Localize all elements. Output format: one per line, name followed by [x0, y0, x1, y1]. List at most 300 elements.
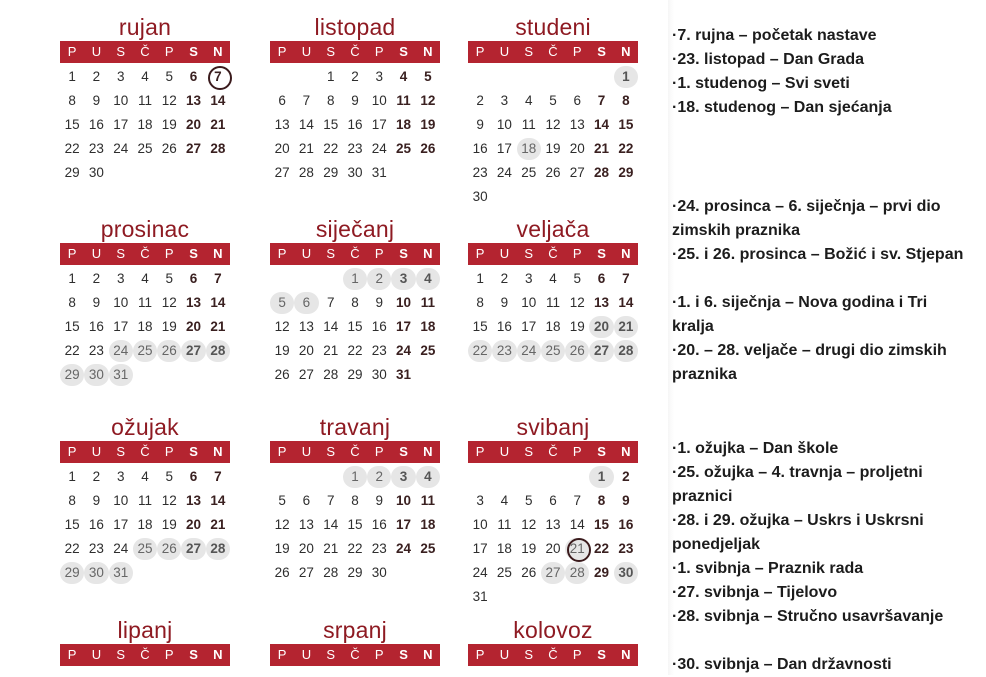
day-cell	[181, 364, 205, 386]
day-cell	[133, 162, 157, 184]
weekday-header	[468, 243, 638, 265]
day-cell	[589, 66, 613, 88]
day-cell: 23	[371, 343, 387, 358]
day-cell: 5	[165, 469, 174, 484]
day-cell: 11	[420, 493, 435, 508]
weekday-label: Č	[350, 246, 360, 261]
day-cell: 26	[157, 340, 181, 362]
day-cell: 9	[92, 493, 101, 508]
weekday-label: U	[91, 44, 102, 59]
weekday-label: N	[213, 44, 223, 59]
day-cell: 22	[64, 343, 80, 358]
day-cell: 12	[161, 295, 177, 310]
day-cell	[294, 466, 318, 488]
day-cell: 23	[472, 165, 488, 180]
weekday-header	[270, 644, 440, 666]
day-cell: 13	[298, 319, 314, 334]
weekday-label: P	[67, 444, 77, 459]
day-cell	[589, 186, 613, 208]
day-cell: 3	[116, 469, 125, 484]
weekday-label: S	[116, 246, 126, 261]
day-cell: 26	[274, 367, 290, 382]
event-note: ·20. – 28. veljače – drugi dio zimskih praznika	[672, 342, 947, 383]
day-cell: 22	[64, 541, 80, 556]
day-cell: 12	[420, 93, 436, 108]
day-cell	[541, 186, 565, 208]
day-cell: 21	[210, 117, 226, 132]
weekday-label: N	[213, 647, 223, 662]
week-row	[270, 538, 440, 560]
weekday-label: N	[423, 647, 433, 662]
weekday-label: U	[301, 44, 312, 59]
day-cell: 26	[157, 538, 181, 560]
day-cell: 5	[278, 493, 286, 508]
day-cell: 30	[84, 562, 108, 584]
week-row	[468, 586, 638, 608]
day-cell: 11	[545, 295, 560, 310]
week-row	[60, 364, 230, 386]
weekday-label: Č	[140, 246, 150, 261]
day-cell	[565, 186, 589, 208]
weekday-label: P	[164, 444, 174, 459]
day-cell	[109, 162, 133, 184]
day-cell	[206, 162, 230, 184]
day-cell: 6	[549, 493, 557, 508]
day-cell: 23	[88, 541, 104, 556]
day-cell: 10	[521, 295, 537, 310]
day-cell: 9	[476, 117, 484, 132]
weekday-label: S	[399, 647, 408, 662]
day-cell	[565, 586, 589, 608]
week-row	[270, 514, 440, 536]
month-title: studeni	[515, 14, 591, 40]
weekday-label: N	[213, 246, 223, 261]
day-cell: 12	[274, 319, 290, 334]
day-cell: 4	[524, 93, 533, 108]
weekday-label: P	[374, 246, 384, 261]
day-cell: 10	[371, 93, 387, 108]
day-cell: 31	[109, 562, 133, 584]
day-cell: 2	[92, 469, 101, 484]
day-cell: 7	[214, 271, 222, 286]
day-cell: 17	[113, 517, 129, 532]
weekday-header	[468, 644, 638, 666]
day-cell: 19	[161, 517, 177, 532]
day-cell: 30	[472, 189, 488, 204]
day-cell: 28	[594, 165, 610, 180]
day-cell	[492, 586, 516, 608]
day-cell	[181, 162, 205, 184]
day-cell: 7	[326, 295, 335, 310]
day-cell: 24	[371, 141, 387, 156]
day-cell: 6	[597, 271, 606, 286]
day-cell: 11	[137, 295, 152, 310]
day-cell: 14	[594, 117, 610, 132]
day-cell: 19	[545, 141, 561, 156]
week-row	[270, 292, 440, 314]
day-cell: 12	[521, 517, 537, 532]
weekday-label: U	[499, 246, 510, 261]
day-cell: 22	[323, 141, 339, 156]
day-cell: 4	[141, 469, 149, 484]
day-cell: 30	[347, 165, 363, 180]
day-cell: 5	[524, 493, 533, 508]
week-row	[60, 114, 230, 136]
day-cell	[319, 466, 343, 488]
day-cell	[181, 562, 205, 584]
day-cell: 14	[569, 517, 585, 532]
week-row	[468, 538, 638, 560]
day-cell: 13	[594, 295, 610, 310]
day-cell: 20	[186, 517, 202, 532]
day-cell: 8	[351, 493, 359, 508]
weekday-label: P	[374, 647, 384, 662]
month-title: svibanj	[516, 414, 590, 440]
day-cell: 26	[161, 141, 177, 156]
day-cell: 19	[274, 541, 290, 556]
week-row	[60, 514, 230, 536]
day-cell: 17	[521, 319, 537, 334]
week-row	[468, 562, 638, 584]
day-cell: 29	[60, 562, 84, 584]
event-note: ·1. studenog – Svi sveti	[672, 75, 850, 92]
day-cell: 9	[375, 493, 384, 508]
day-cell: 23	[618, 541, 634, 556]
day-cell: 8	[68, 93, 76, 108]
day-cell: 5	[549, 93, 557, 108]
day-cell: 22	[347, 343, 363, 358]
month-title: listopad	[314, 14, 396, 40]
day-cell: 21	[614, 316, 638, 338]
day-cell: 17	[396, 517, 412, 532]
day-cell: 8	[68, 493, 76, 508]
day-cell	[565, 66, 589, 88]
day-cell	[517, 586, 541, 608]
day-cell: 23	[88, 343, 104, 358]
week-row	[468, 138, 638, 160]
day-cell: 23	[88, 141, 104, 156]
month-title: siječanj	[315, 216, 395, 242]
weekday-label: U	[499, 44, 510, 59]
day-cell: 12	[274, 517, 290, 532]
day-cell: 3	[476, 493, 484, 508]
day-cell: 28	[323, 565, 339, 580]
weekday-label: Č	[350, 444, 360, 459]
day-cell: 5	[424, 69, 432, 84]
week-row	[468, 268, 638, 290]
day-cell: 28	[206, 538, 230, 560]
day-cell	[133, 364, 157, 386]
weekday-label: P	[277, 44, 287, 59]
week-row	[270, 490, 440, 512]
day-cell: 2	[500, 271, 509, 286]
day-cell: 18	[517, 138, 541, 160]
weekday-header	[60, 644, 230, 666]
day-cell: 13	[186, 93, 202, 108]
day-cell: 4	[399, 69, 408, 84]
day-cell: 20	[545, 541, 561, 556]
day-cell: 1	[476, 271, 484, 286]
day-cell: 21	[210, 319, 226, 334]
day-cell	[270, 466, 294, 488]
day-cell: 28	[614, 340, 638, 362]
day-cell: 10	[113, 93, 129, 108]
day-cell: 1	[589, 466, 613, 488]
day-cell: 30	[88, 165, 104, 180]
day-cell	[157, 562, 181, 584]
day-cell: 14	[298, 117, 314, 132]
day-cell: 25	[137, 141, 153, 156]
day-cell: 11	[396, 93, 411, 108]
week-row	[468, 90, 638, 112]
day-cell: 19	[521, 541, 537, 556]
day-cell: 4	[141, 69, 149, 84]
weekday-label: N	[621, 647, 631, 662]
day-cell: 13	[569, 117, 585, 132]
day-cell: 12	[161, 93, 177, 108]
day-cell	[319, 268, 343, 290]
day-cell: 2	[367, 466, 391, 488]
week-row	[468, 114, 638, 136]
day-cell: 18	[137, 517, 153, 532]
day-cell	[294, 268, 318, 290]
day-cell: 15	[64, 517, 80, 532]
weekday-label: P	[277, 444, 287, 459]
day-cell: 16	[371, 517, 387, 532]
day-cell: 3	[500, 93, 509, 108]
day-cell: 21	[210, 517, 226, 532]
week-row	[468, 514, 638, 536]
day-cell: 20	[298, 343, 314, 358]
day-cell: 10	[472, 517, 488, 532]
day-cell: 16	[371, 319, 387, 334]
week-row	[270, 268, 440, 290]
day-cell: 12	[569, 295, 585, 310]
day-cell: 15	[618, 117, 634, 132]
weekday-label: P	[164, 44, 174, 59]
day-cell: 24	[396, 343, 412, 358]
weekday-label: Č	[140, 647, 150, 662]
day-cell	[416, 162, 440, 184]
day-cell: 28	[565, 562, 589, 584]
weekday-label: U	[91, 647, 102, 662]
day-cell: 11	[137, 93, 152, 108]
day-cell: 14	[210, 93, 226, 108]
day-cell: 30	[371, 367, 387, 382]
day-cell: 25	[133, 538, 157, 560]
day-cell: 16	[618, 517, 634, 532]
day-cell: 25	[133, 340, 157, 362]
week-row	[60, 562, 230, 584]
day-cell: 30	[84, 364, 108, 386]
event-note: ·1. ožujka – Dan škole	[672, 440, 839, 457]
weekday-label: P	[475, 246, 485, 261]
day-cell: 27	[181, 340, 205, 362]
day-cell: 25	[396, 141, 412, 156]
weekday-label: P	[67, 647, 77, 662]
day-cell: 8	[326, 93, 335, 108]
day-cell: 20	[298, 541, 314, 556]
day-cell: 15	[64, 117, 80, 132]
day-cell: 1	[68, 69, 76, 84]
weekday-label: P	[475, 647, 485, 662]
day-cell: 19	[274, 343, 290, 358]
day-cell: 8	[68, 295, 76, 310]
week-row	[60, 466, 230, 488]
weekday-label: S	[524, 246, 534, 261]
day-cell: 21	[323, 541, 339, 556]
day-cell: 13	[545, 517, 561, 532]
day-cell: 8	[597, 493, 606, 508]
day-cell: 4	[500, 493, 509, 508]
event-note: ·18. studenog – Dan sjećanja	[672, 99, 892, 116]
day-cell: 9	[500, 295, 509, 310]
day-cell: 31	[472, 589, 488, 604]
day-cell: 27	[541, 562, 565, 584]
weekday-label: S	[524, 647, 534, 662]
month-title: prosinac	[100, 216, 190, 242]
weekday-label: S	[116, 647, 126, 662]
weekday-label: P	[475, 44, 485, 59]
day-cell	[614, 586, 638, 608]
day-cell: 16	[347, 117, 363, 132]
day-cell: 18	[137, 117, 153, 132]
day-cell: 2	[367, 268, 391, 290]
weekday-header	[468, 41, 638, 63]
week-row	[468, 466, 638, 488]
day-cell: 31	[396, 367, 412, 382]
day-cell: 2	[476, 93, 484, 108]
day-cell: 9	[622, 493, 630, 508]
week-row	[468, 162, 638, 184]
weekday-label: S	[597, 246, 606, 261]
weekday-label: N	[423, 246, 433, 261]
day-cell	[391, 162, 415, 184]
day-cell: 17	[472, 541, 488, 556]
day-cell: 19	[161, 319, 177, 334]
day-cell: 27	[298, 367, 314, 382]
day-cell: 24	[472, 565, 488, 580]
week-row	[468, 340, 638, 362]
month-title: srpanj	[323, 617, 387, 643]
weekday-header	[60, 41, 230, 63]
day-cell	[541, 66, 565, 88]
week-row	[60, 490, 230, 512]
day-cell: 18	[137, 319, 153, 334]
day-cell: 29	[347, 367, 363, 382]
day-cell: 18	[496, 541, 512, 556]
month-title: veljača	[516, 216, 590, 242]
day-cell	[565, 466, 589, 488]
event-note: ·25. ožujka – 4. travnja – proljetni praznici	[672, 464, 923, 505]
day-cell: 9	[92, 93, 101, 108]
weekday-header	[270, 441, 440, 463]
week-row	[60, 138, 230, 160]
day-cell: 26	[521, 565, 537, 580]
day-cell: 13	[274, 117, 290, 132]
day-cell: 11	[137, 493, 152, 508]
day-cell: 14	[323, 517, 339, 532]
weekday-label: N	[423, 44, 433, 59]
day-cell: 10	[496, 117, 512, 132]
week-row	[468, 292, 638, 314]
month-title: lipanj	[117, 617, 173, 643]
day-cell: 15	[347, 319, 363, 334]
day-cell: 20	[274, 141, 290, 156]
weekday-label: S	[326, 44, 336, 59]
weekday-label: P	[572, 647, 582, 662]
day-cell: 10	[396, 493, 412, 508]
day-cell: 3	[391, 466, 415, 488]
week-row	[468, 186, 638, 208]
day-cell: 5	[165, 271, 174, 286]
day-cell: 27	[274, 165, 290, 180]
day-cell: 29	[60, 364, 84, 386]
day-cell: 26	[565, 340, 589, 362]
weekday-label: P	[277, 647, 287, 662]
day-cell: 25	[420, 343, 436, 358]
day-cell: 18	[396, 117, 412, 132]
day-cell: 14	[323, 319, 339, 334]
day-cell: 17	[396, 319, 412, 334]
weekday-label: Č	[548, 44, 558, 59]
week-row	[270, 138, 440, 160]
day-cell	[541, 466, 565, 488]
weekday-label: S	[597, 444, 606, 459]
day-cell: 29	[618, 165, 634, 180]
event-note: ·25. i 26. prosinca – Božić i sv. Stjepan	[672, 246, 964, 263]
day-cell: 21	[594, 141, 610, 156]
week-row	[60, 162, 230, 184]
day-cell: 27	[186, 141, 202, 156]
week-row	[270, 66, 440, 88]
day-cell: 6	[189, 469, 198, 484]
week-row	[270, 90, 440, 112]
day-cell: 1	[68, 469, 76, 484]
weekday-label: U	[301, 246, 312, 261]
day-cell: 21	[298, 141, 314, 156]
weekday-header	[60, 441, 230, 463]
weekday-label: S	[189, 444, 198, 459]
day-cell: 19	[161, 117, 177, 132]
day-cell: 7	[622, 271, 630, 286]
weekday-label: U	[499, 444, 510, 459]
weekday-label: Č	[140, 444, 150, 459]
day-cell: 4	[416, 466, 440, 488]
day-cell: 13	[186, 295, 202, 310]
day-cell: 26	[274, 565, 290, 580]
day-cell	[492, 66, 516, 88]
day-cell: 23	[371, 541, 387, 556]
day-cell: 5	[270, 292, 294, 314]
day-cell: 11	[497, 517, 512, 532]
week-row	[270, 466, 440, 488]
day-cell: 29	[347, 565, 363, 580]
day-cell: 28	[210, 141, 226, 156]
weekday-label: N	[621, 44, 631, 59]
weekday-label: S	[597, 44, 606, 59]
day-cell: 12	[545, 117, 561, 132]
day-cell: 6	[302, 493, 311, 508]
day-cell: 4	[416, 268, 440, 290]
day-cell: 28	[298, 165, 314, 180]
day-cell	[416, 364, 440, 386]
event-note: ·28. svibnja – Stručno usavršavanje	[672, 608, 944, 625]
event-note: ·27. svibnja – Tijelovo	[672, 584, 838, 601]
day-cell: 7	[573, 493, 582, 508]
week-row	[60, 340, 230, 362]
day-cell: 10	[113, 295, 129, 310]
